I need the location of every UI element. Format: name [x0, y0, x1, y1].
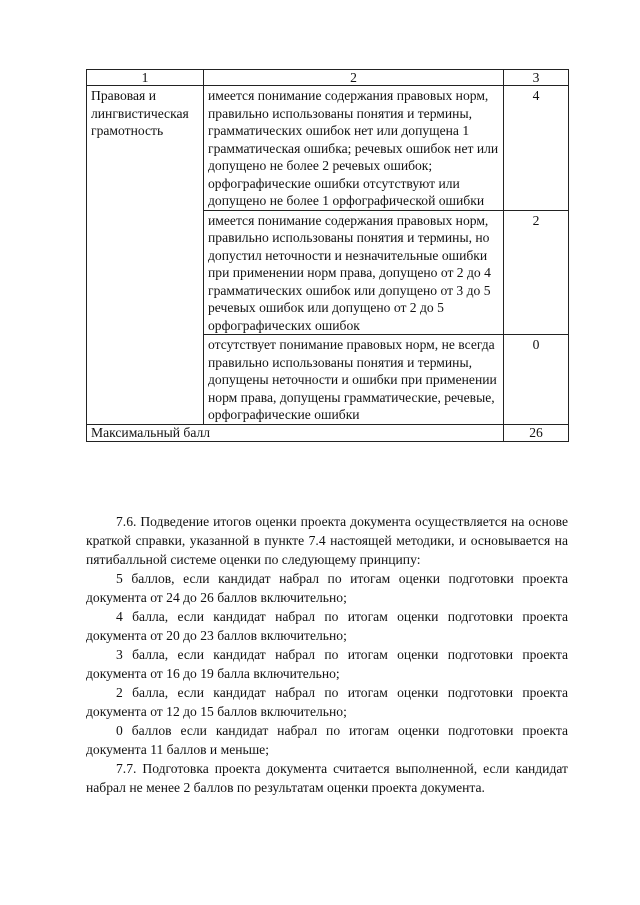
criterion-description: имеется понимание содержания правовых норм, правильно использованы понятия и термины, но допустил неточности и незначительные ошибки при применении норм права, допущено от 2 до 4 грамматических ошибок или допущено от 3 до 5 речевых ошибок или допущено от 2 до 5 орфографических ошибок — [204, 210, 504, 335]
paragraph-7-7: 7.7. Подготовка проекта документа считается выполненной, если кандидат набрал не менее 2 баллов по результатам оценки проекта документа. — [86, 761, 568, 795]
total-value: 26 — [504, 424, 569, 441]
paragraph-5-points: 5 баллов, если кандидат набрал по итогам оценки подготовки проекта документа от 24 до 26 баллов включительно; — [86, 571, 568, 605]
paragraph-3-points: 3 балла, если кандидат набрал по итогам оценки подготовки проекта документа от 16 до 19 балла включительно; — [86, 647, 568, 681]
body-text — [86, 512, 568, 797]
criterion-description: отсутствует понимание правовых норм, не всегда правильно использованы понятия и термины, допущены неточности и ошибки при применении норм права, допущены грамматические, речевые, орфографические ошибки — [204, 335, 504, 425]
header-cell-2: 2 — [204, 70, 504, 86]
criterion-score: 0 — [504, 335, 569, 425]
total-label: Максимальный балл — [87, 424, 504, 441]
total-row — [87, 424, 569, 441]
criteria-table — [86, 69, 569, 442]
table-row — [87, 86, 569, 211]
paragraph-0-points: 0 баллов если кандидат набрал по итогам оценки подготовки проекта документа 11 баллов и меньше; — [86, 723, 568, 757]
header-cell-1: 1 — [87, 70, 204, 86]
table-header-row — [87, 70, 569, 86]
header-cell-3: 3 — [504, 70, 569, 86]
criterion-name: Правовая и лингвистическая грамотность — [87, 86, 204, 425]
paragraph-7-6: 7.6. Подведение итогов оценки проекта документа осуществляется на основе краткой справки, указанной в пункте 7.4 настоящей методики, и основывается на пятибалльной системе оценки по следующему принципу: — [86, 514, 568, 567]
criterion-score: 4 — [504, 86, 569, 211]
paragraph-4-points: 4 балла, если кандидат набрал по итогам оценки подготовки проекта документа от 20 до 23 баллов включительно; — [86, 609, 568, 643]
criterion-score: 2 — [504, 210, 569, 335]
criterion-description: имеется понимание содержания правовых норм, правильно использованы понятия и термины, грамматических ошибок нет или допущена 1 грамматическая ошибка; речевых ошибок нет или допущено не более 2 речевых ошибок; орфографические ошибки отсутствуют или допущено не более 1 орфографической ошибки — [204, 86, 504, 211]
paragraph-2-points: 2 балла, если кандидат набрал по итогам оценки подготовки проекта документа от 12 до 15 баллов включительно; — [86, 685, 568, 719]
